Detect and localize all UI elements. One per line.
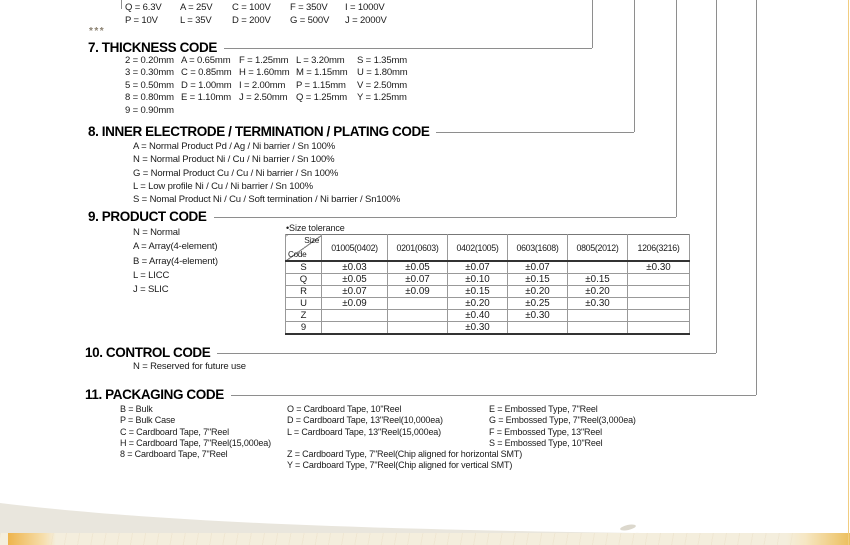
thickness-entry: P = 1.15mm xyxy=(296,79,346,91)
bracket-line-packaging xyxy=(756,0,757,395)
packaging-entry: B = Bulk xyxy=(120,404,153,414)
product-entry: B = Array(4-element) xyxy=(133,255,218,267)
voltage-entry: A = 25V xyxy=(180,2,213,13)
size-tolerance-label: •Size tolerance xyxy=(286,223,345,233)
bracket-line-product xyxy=(676,0,677,217)
product-entry: N = Normal xyxy=(133,227,180,238)
thickness-code-list xyxy=(125,55,417,117)
tolerance-cell xyxy=(568,261,628,274)
tolerance-cell: ±0.15 xyxy=(568,274,628,286)
packaging-col-1 xyxy=(120,404,271,460)
packaging-entry: L = Cardboard Tape, 13"Reel(15,000ea) xyxy=(287,426,442,437)
size-tolerance-table xyxy=(285,234,690,335)
tolerance-cell: ±0.07 xyxy=(508,261,568,274)
product-entry: J = SLIC xyxy=(133,284,169,296)
section-packaging-header xyxy=(85,386,756,402)
footnote-marker: *** xyxy=(89,26,106,37)
voltage-entry: Q = 6.3V xyxy=(125,2,162,13)
packaging-entry: Y = Cardboard Type, 7"Reel(Chip aligned for vertical SMT) xyxy=(287,460,513,471)
thickness-col-1 xyxy=(125,55,181,117)
tolerance-cell xyxy=(628,298,690,310)
packaging-entry: E = Embossed Type, 7"Reel xyxy=(489,404,598,414)
plating-entry: L = Low profile Ni / Cu / Ni barrier / Sn 100% xyxy=(133,180,313,192)
thickness-entry: E = 1.10mm xyxy=(181,92,231,104)
packaging-entry: G = Embossed Type, 7"Reel(3,000ea) xyxy=(489,415,636,426)
tolerance-cell xyxy=(628,274,690,286)
tolerance-cell xyxy=(508,322,568,335)
thickness-entry: 3 = 0.30mm xyxy=(125,67,174,79)
thickness-entry: V = 2.50mm xyxy=(357,79,407,91)
column-header: 0603(1608) xyxy=(508,235,568,262)
tolerance-cell: ±0.07 xyxy=(448,261,508,274)
row-code: S xyxy=(286,261,322,274)
page-right-gold-border xyxy=(848,0,850,545)
voltage-entry: P = 10V xyxy=(125,15,158,26)
table-header-row xyxy=(286,235,690,262)
diagram-stub-line xyxy=(121,0,122,9)
tolerance-cell: ±0.40 xyxy=(448,310,508,322)
column-header: 0805(2012) xyxy=(568,235,628,262)
thickness-entry: 2 = 0.20mm xyxy=(125,55,174,66)
thickness-col-4 xyxy=(296,55,357,105)
row-code: R xyxy=(286,286,322,298)
tolerance-cell: ±0.07 xyxy=(388,274,448,286)
footer-gold-right xyxy=(786,533,850,545)
voltage-entry: D = 200V xyxy=(232,15,271,26)
tolerance-cell: ±0.05 xyxy=(388,261,448,274)
packaging-entry: D = Cardboard Tape, 13"Reel(10,000ea) xyxy=(287,415,443,426)
packaging-entry: F = Embossed Type, 13"Reel xyxy=(489,426,602,437)
section-control-title: 10. CONTROL CODE xyxy=(85,344,211,360)
product-entry: L = LICC xyxy=(133,269,170,281)
section-thickness-header xyxy=(88,39,592,55)
table-row xyxy=(286,298,690,310)
footer-bar xyxy=(0,533,850,545)
thickness-entry: C = 0.85mm xyxy=(181,67,232,79)
row-code: U xyxy=(286,298,322,310)
voltage-entry: J = 2000V xyxy=(345,15,387,26)
voltage-entry: F = 350V xyxy=(290,2,328,13)
thickness-entry: S = 1.35mm xyxy=(357,55,407,66)
thickness-entry: 5 = 0.50mm xyxy=(125,79,174,91)
packaging-entry: C = Cardboard Tape, 7"Reel xyxy=(120,426,229,437)
column-header: 1206(3216) xyxy=(628,235,690,262)
section-packaging-title: 11. PACKAGING CODE xyxy=(85,386,224,402)
section-control-header xyxy=(85,344,716,360)
footer-gold-left xyxy=(8,533,56,545)
packaging-entry: 8 = Cardboard Tape, 7"Reel xyxy=(120,449,228,460)
voltage-entry: I = 1000V xyxy=(345,2,385,13)
tolerance-cell: ±0.25 xyxy=(508,298,568,310)
voltage-entry: C = 100V xyxy=(232,2,271,13)
thickness-entry: 9 = 0.90mm xyxy=(125,104,174,116)
column-header: 01005(0402) xyxy=(322,235,388,262)
tolerance-cell: ±0.09 xyxy=(322,298,388,310)
voltage-row-1 xyxy=(125,2,405,13)
corner-code-label: Code xyxy=(288,250,307,259)
thickness-entry: M = 1.15mm xyxy=(296,67,348,79)
packaging-col-2 xyxy=(287,404,443,438)
tolerance-cell xyxy=(388,322,448,335)
control-code-entry: N = Reserved for future use xyxy=(133,361,246,372)
section-control-leader-line xyxy=(217,353,716,354)
tolerance-cell xyxy=(628,310,690,322)
tolerance-cell xyxy=(628,322,690,335)
thickness-entry: A = 0.65mm xyxy=(181,55,231,66)
packaging-entry: S = Embossed Type, 10"Reel xyxy=(489,437,603,448)
product-entry: A = Array(4-element) xyxy=(133,241,218,253)
tolerance-cell xyxy=(628,286,690,298)
bracket-line-thickness xyxy=(592,0,593,48)
section-product-leader-line xyxy=(214,217,676,218)
thickness-entry: Y = 1.25mm xyxy=(357,92,407,104)
tolerance-cell: ±0.05 xyxy=(322,274,388,286)
tolerance-cell: ±0.15 xyxy=(508,274,568,286)
thickness-col-2 xyxy=(181,55,239,105)
column-header: 0402(1005) xyxy=(448,235,508,262)
section-thickness-leader-line xyxy=(224,48,592,49)
tolerance-cell: ±0.09 xyxy=(388,286,448,298)
tolerance-cell: ±0.30 xyxy=(628,261,690,274)
table-row xyxy=(286,274,690,286)
tolerance-cell: ±0.30 xyxy=(448,322,508,335)
table-row xyxy=(286,322,690,335)
thickness-entry: U = 1.80mm xyxy=(357,67,408,79)
section-plating-leader-line xyxy=(436,132,634,133)
voltage-entry: L = 35V xyxy=(180,15,212,26)
row-code: Z xyxy=(286,310,322,322)
product-code-list xyxy=(133,226,218,297)
tolerance-cell xyxy=(568,322,628,335)
corner-size-label: Size xyxy=(304,236,319,245)
tolerance-cell: ±0.03 xyxy=(322,261,388,274)
tolerance-cell: ±0.20 xyxy=(448,298,508,310)
thickness-entry: J = 2.50mm xyxy=(239,92,288,104)
section-product-title: 9. PRODUCT CODE xyxy=(88,208,207,224)
thickness-col-3 xyxy=(239,55,296,105)
tolerance-cell: ±0.20 xyxy=(568,286,628,298)
thickness-entry: D = 1.00mm xyxy=(181,79,232,91)
plating-entry: S = Nomal Product Ni / Cu / Soft termination / Ni barrier / Sn100% xyxy=(133,194,401,206)
thickness-entry: F = 1.25mm xyxy=(239,55,289,66)
thickness-entry: I = 2.00mm xyxy=(239,79,286,91)
section-thickness-title: 7. THICKNESS CODE xyxy=(88,39,217,55)
bracket-line-control xyxy=(716,0,717,353)
tolerance-cell: ±0.30 xyxy=(508,310,568,322)
section-product-header xyxy=(88,208,676,224)
section-packaging-leader-line xyxy=(231,395,756,396)
tolerance-cell: ±0.10 xyxy=(448,274,508,286)
tolerance-cell xyxy=(388,310,448,322)
plating-entry: N = Normal Product Ni / Cu / Ni barrier / Sn 100% xyxy=(133,154,335,166)
table-row xyxy=(286,310,690,322)
bracket-line-plating xyxy=(634,0,635,132)
packaging-entry: Z = Cardboard Type, 7"Reel(Chip aligned for horizontal SMT) xyxy=(287,449,523,459)
tolerance-cell xyxy=(388,298,448,310)
packaging-entry: P = Bulk Case xyxy=(120,415,176,426)
packaging-entry: H = Cardboard Tape, 7"Reel(15,000ea) xyxy=(120,437,271,448)
packaging-entry: O = Cardboard Tape, 10"Reel xyxy=(287,404,402,414)
packaging-col-3 xyxy=(489,404,636,449)
tolerance-cell: ±0.20 xyxy=(508,286,568,298)
voltage-row-2 xyxy=(125,15,405,26)
row-code: 9 xyxy=(286,322,322,335)
plating-entry: G = Normal Product Cu / Cu / Ni barrier / Sn 100% xyxy=(133,167,339,179)
packaging-col-2-smt xyxy=(287,449,522,472)
thickness-entry: 8 = 0.80mm xyxy=(125,92,174,104)
thickness-entry: Q = 1.25mm xyxy=(296,92,348,104)
table-row xyxy=(286,286,690,298)
tolerance-cell xyxy=(322,310,388,322)
thickness-entry: L = 3.20mm xyxy=(296,55,345,66)
tolerance-cell xyxy=(322,322,388,335)
tolerance-cell: ±0.30 xyxy=(568,298,628,310)
thickness-col-5 xyxy=(357,55,417,105)
plating-entry: A = Normal Product Pd / Ag / Ni barrier / Sn 100% xyxy=(133,141,336,152)
column-header: 0201(0603) xyxy=(388,235,448,262)
thickness-entry: H = 1.60mm xyxy=(239,67,290,79)
tolerance-cell xyxy=(568,310,628,322)
section-plating-title: 8. INNER ELECTRODE / TERMINATION / PLATING CODE xyxy=(88,123,430,139)
tolerance-cell: ±0.15 xyxy=(448,286,508,298)
tolerance-cell: ±0.07 xyxy=(322,286,388,298)
voltage-entry: G = 500V xyxy=(290,15,330,26)
plating-code-list xyxy=(133,140,400,206)
table-corner-cell xyxy=(286,235,322,262)
section-plating-header xyxy=(88,123,634,139)
table-row xyxy=(286,261,690,274)
row-code: Q xyxy=(286,274,322,286)
